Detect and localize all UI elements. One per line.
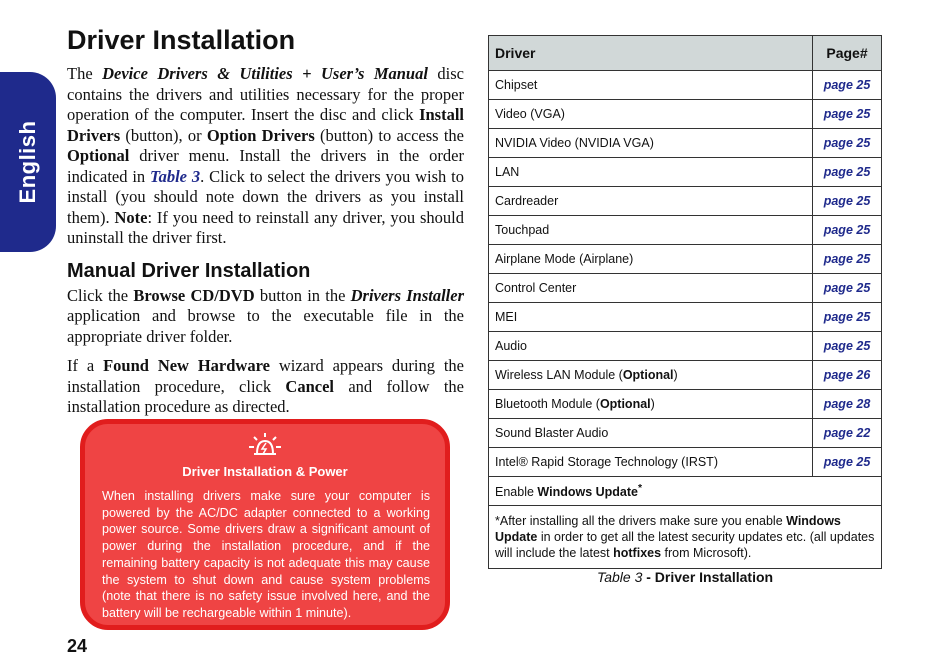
table-row [489,129,882,158]
table-row [489,100,882,129]
page-title: Driver Installation [67,25,296,55]
table-row [489,361,882,390]
table-row [489,332,882,361]
table-3-link[interactable]: Table 3 [150,166,201,186]
page-link[interactable]: page 22 [813,419,882,448]
page-link[interactable]: page 26 [813,361,882,390]
page-column-header: Page# [813,36,882,71]
driver-name: Video (VGA) [489,100,813,129]
table-row [489,506,882,569]
main-column [67,22,464,427]
wizard-paragraph: If a Found New Hardware wizard appears during the installation procedure, click Cancel and follow the installation procedure as directed. [67,356,464,416]
table-row [489,390,882,419]
page-link[interactable]: page 25 [813,332,882,361]
page-link[interactable]: page 25 [813,274,882,303]
driver-name: LAN [489,158,813,187]
note-body: When installing drivers make sure your computer is powered by the AC/DC adapter connected to a working power source. Some drivers draw a significant amount of power during the installation procedure, and if the remaining battery capacity is not adequate this may cause the system to shut down and cause system problems (note that there is no safety issue involved here, and the battery will be rechargeable within 1 minute). [102,489,430,620]
table-row [489,274,882,303]
page-link[interactable]: page 25 [813,158,882,187]
table-row [489,303,882,332]
power-warning-icon [248,432,282,465]
driver-name: Touchpad [489,216,813,245]
page-link[interactable]: page 25 [813,100,882,129]
table-row [489,477,882,506]
table-header-row [489,36,882,71]
table-row [489,216,882,245]
driver-name: Bluetooth Module (Optional) [489,390,813,419]
driver-name: Control Center [489,274,813,303]
page-link[interactable]: page 25 [813,71,882,100]
note-title: Driver Installation & Power [182,464,348,479]
manual-paragraph: Click the Browse CD/DVD button in the Drivers Installer application and browse to the executable file in the appropriate driver folder. [67,285,464,346]
driver-name: Wireless LAN Module (Optional) [489,361,813,390]
driver-name: Intel® Rapid Storage Technology (IRST) [489,448,813,477]
table-row [489,187,882,216]
page-link[interactable]: page 25 [813,245,882,274]
driver-column-header: Driver [489,36,813,71]
page-link[interactable]: page 25 [813,448,882,477]
language-tab-label: English [15,120,40,204]
driver-name: Audio [489,332,813,361]
table-row [489,448,882,477]
driver-name: Sound Blaster Audio [489,419,813,448]
page-number: 24 [67,636,88,656]
page-link[interactable]: page 25 [813,129,882,158]
driver-name: Cardreader [489,187,813,216]
driver-name: Chipset [489,71,813,100]
driver-name: NVIDIA Video (NVIDIA VGA) [489,129,813,158]
page-link[interactable]: page 25 [813,216,882,245]
enable-windows-update-row: Enable Windows Update* [489,477,882,506]
page-link[interactable]: page 25 [813,187,882,216]
section-heading: Manual Driver Installation [67,259,311,282]
intro-paragraph: The Device Drivers & Utilities + User’s Manual disc contains the drivers and utilities necessary for the proper operation of the computer. Insert the disc and click Install Drivers (button), or Option Drivers (button) to access the Optional driver menu. Install the drivers in the order indicated in Table 3. Click to select the drivers you wish to install (you should note down the drivers as you install them). Note: If you need to reinstall any driver, you should uninstall the driver first. [67,64,464,247]
power-note-box [80,419,450,630]
table-row [489,158,882,187]
driver-table [488,35,882,569]
table-row [489,245,882,274]
page-link[interactable]: page 28 [813,390,882,419]
table-row [489,419,882,448]
language-tab [0,72,56,252]
driver-name: MEI [489,303,813,332]
table-caption: Table 3 - Driver Installation [596,569,774,585]
driver-name: Airplane Mode (Airplane) [489,245,813,274]
table-row [489,71,882,100]
page-link[interactable]: page 25 [813,303,882,332]
table-footnote: *After installing all the drivers make sure you enable Windows Update in order to get all the latest security updates etc. (all updates will include the latest hotfixes from Microsoft). [489,506,882,569]
